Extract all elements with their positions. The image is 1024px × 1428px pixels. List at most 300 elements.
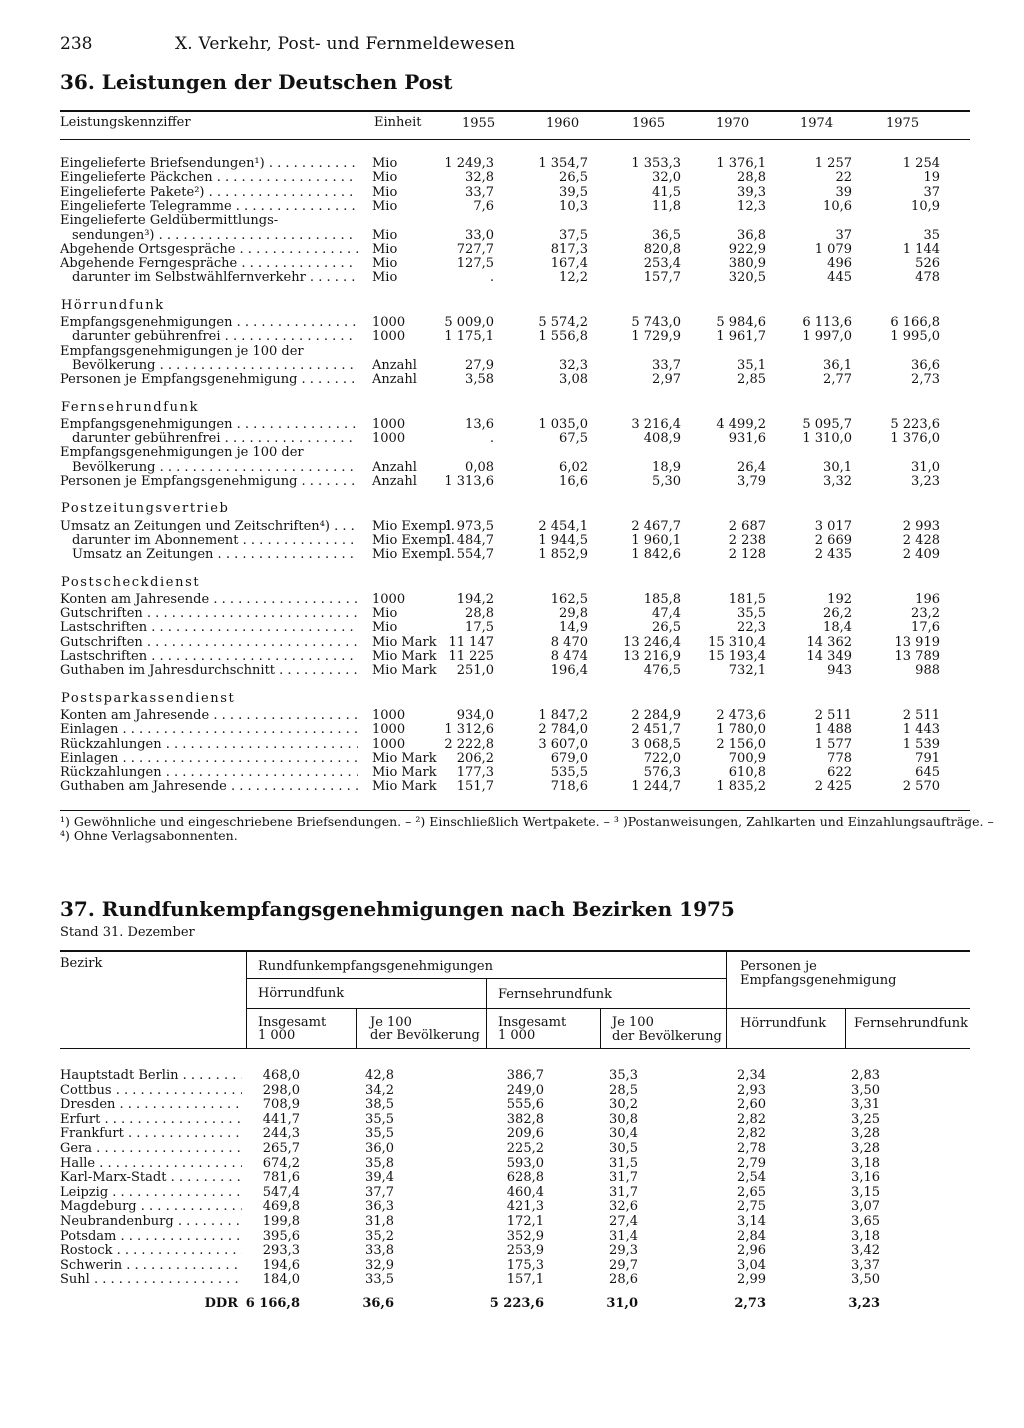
table-36-year-header: 1955	[462, 116, 496, 131]
row-value: 14,9	[559, 620, 588, 636]
row-value: 3,08	[559, 372, 588, 388]
row-value: 23,2	[911, 606, 940, 622]
table-37-head-bev2: der Bevölkerung	[612, 1029, 722, 1044]
row-label: Lastschriften . . .	[60, 621, 358, 635]
row-label: Empfangsgenehmigungen je 100 der	[60, 445, 304, 461]
row-value: 181,5	[728, 591, 766, 607]
row-unit: Mio	[372, 256, 398, 272]
row-value: 14 349	[806, 649, 852, 664]
row-value: 791	[915, 750, 940, 766]
row-value: 2,73	[911, 372, 940, 388]
row-value: 679,0	[550, 750, 588, 766]
row-label: darunter im Abonnement . . .	[72, 534, 358, 548]
district-value: 298,0	[262, 1082, 300, 1098]
district-name: Magdeburg . . .	[60, 1200, 242, 1214]
table-36-year-header: 1970	[716, 116, 750, 131]
row-value: 39	[835, 184, 852, 200]
row-label: Einlagen . . .	[60, 723, 358, 737]
district-name: Hauptstadt Berlin . . .	[60, 1069, 242, 1083]
row-label: Eingelieferte Briefsendungen¹) . . .	[60, 157, 358, 171]
row-value: 1 254	[902, 156, 940, 171]
row-label: Empfangsgenehmigungen . . .	[60, 418, 358, 432]
table-37-head-unit1: 1 000	[258, 1028, 296, 1043]
district-value: 34,2	[365, 1082, 394, 1098]
row-value: 1 847,2	[538, 707, 588, 723]
row-unit: Anzahl	[372, 459, 417, 475]
table-37-head-insg1: Insgesamt	[258, 1015, 327, 1030]
row-value: 37,5	[559, 227, 588, 243]
row-unit: 1000	[372, 329, 406, 345]
row-unit: Mio Mark	[372, 649, 437, 664]
row-label: Konten am Jahresende . . .	[60, 593, 358, 607]
row-value: 41,5	[652, 184, 681, 200]
row-value: 2 454,1	[538, 518, 588, 534]
district-value: 460,4	[506, 1184, 544, 1200]
district-value: 27,4	[609, 1214, 638, 1229]
row-value: 206,2	[456, 750, 494, 766]
district-value: 194,6	[262, 1257, 300, 1273]
row-value: 16,6	[559, 474, 588, 489]
row-value: 151,7	[456, 779, 494, 795]
row-value: 15 193,4	[708, 649, 766, 664]
row-value: 162,5	[550, 591, 588, 607]
district-value: 199,8	[262, 1214, 300, 1229]
row-label: Bevölkerung . . .	[72, 359, 358, 373]
row-value: 32,3	[559, 357, 588, 373]
table-37-sub-rule	[246, 1008, 970, 1009]
row-value: 39,5	[559, 184, 588, 200]
row-value: 18,4	[823, 620, 852, 636]
row-value: 5 984,6	[716, 315, 766, 330]
row-value: 2 435	[814, 547, 852, 563]
row-unit: Mio	[372, 184, 398, 200]
row-value: 1 842,6	[631, 547, 681, 563]
district-value: 172,1	[506, 1214, 544, 1229]
table-37-vline-5	[600, 1008, 601, 1048]
row-value: 17,5	[465, 620, 494, 636]
row-value: 1 249,3	[444, 156, 494, 171]
row-label: sendungen³) . . .	[72, 229, 358, 243]
table-36-col-unit: Einheit	[374, 115, 422, 130]
row-unit: Mio	[372, 156, 398, 171]
row-value: 13,6	[465, 416, 494, 432]
row-value: 196	[915, 591, 940, 607]
row-label: Guthaben am Jahresende . . .	[60, 780, 358, 794]
row-value: 26,2	[823, 606, 852, 622]
row-value: 778	[827, 750, 852, 766]
row-label: Lastschriften . . .	[60, 650, 358, 664]
row-value: 167,4	[550, 256, 588, 272]
row-value: 817,3	[550, 241, 588, 257]
table-36-title: 36. Leistungen der Deutschen Post	[60, 70, 453, 94]
row-value: 127,5	[456, 256, 494, 272]
district-value: 265,7	[262, 1141, 300, 1156]
row-value: 943	[827, 663, 852, 679]
row-unit: 1000	[372, 722, 406, 738]
row-unit: Mio	[372, 170, 398, 186]
row-value: 1 577	[814, 736, 852, 752]
table-36-footnote-1: ¹) Gewöhnliche und eingeschriebene Briefsendungen. – ²) Einschließlich Wertpakete. – ³ )Postanweisungen, Zahlkarten und Einzahlungsaufträge. –	[60, 814, 994, 829]
district-value: 30,4	[609, 1126, 638, 1142]
row-value: 8 474	[550, 649, 588, 664]
total-value: 2,73	[734, 1296, 766, 1311]
table-37-head-hoer: Hörrundfunk	[258, 986, 345, 1001]
row-value: 2 511	[902, 707, 940, 723]
row-value: 2 284,9	[631, 707, 681, 723]
row-unit: Mio	[372, 227, 398, 243]
district-value: 3,50	[851, 1082, 880, 1098]
row-value: 12,3	[737, 198, 766, 214]
district-value: 2,93	[737, 1082, 766, 1098]
row-value: 2 511	[814, 707, 852, 723]
table-36-year-header: 1974	[800, 116, 834, 131]
district-value: 37,7	[365, 1184, 394, 1200]
row-value: 576,3	[643, 765, 681, 781]
district-value: 674,2	[262, 1155, 300, 1171]
row-value: 31,0	[911, 459, 940, 475]
row-value: 820,8	[643, 241, 681, 257]
row-value: 33,7	[465, 184, 494, 200]
row-value: 1 312,6	[444, 722, 494, 738]
row-value: 3 017	[814, 518, 852, 534]
row-unit: Mio Mark	[372, 663, 437, 679]
row-value: 253,4	[643, 256, 681, 272]
row-unit: Mio	[372, 620, 398, 636]
row-value: 11 225	[448, 649, 494, 664]
row-value: 2 425	[814, 779, 852, 795]
district-value: 441,7	[262, 1111, 300, 1127]
district-value: 2,75	[737, 1199, 766, 1215]
row-value: 1 729,9	[631, 329, 681, 345]
row-value: 1 376,0	[890, 431, 940, 447]
table-37-head-fern: Fernsehrundfunk	[498, 987, 613, 1002]
table-37-title: 37. Rundfunkempfangsgenehmigungen nach Bezirken 1975	[60, 897, 735, 921]
district-value: 36,3	[365, 1199, 394, 1215]
row-value: 157,7	[643, 270, 681, 286]
row-value: 33,0	[465, 227, 494, 243]
row-label: Umsatz an Zeitungen . . .	[72, 548, 358, 562]
district-value: 35,5	[365, 1111, 394, 1127]
row-value: 1 780,0	[716, 722, 766, 738]
row-label: Rückzahlungen . . .	[60, 766, 358, 780]
row-value: 988	[915, 663, 940, 679]
row-value: 2 128	[728, 547, 766, 563]
row-value: 700,9	[728, 750, 766, 766]
district-value: 3,37	[851, 1257, 880, 1273]
district-value: 30,2	[609, 1097, 638, 1113]
table-37-vline-2	[726, 952, 727, 1048]
row-value: 13 789	[894, 649, 940, 664]
district-value: 30,5	[609, 1141, 638, 1156]
row-value: 47,4	[652, 606, 681, 622]
row-value: 2 222,8	[444, 736, 494, 752]
total-value: 6 166,8	[245, 1296, 300, 1311]
district-value: 3,14	[737, 1214, 766, 1229]
row-value: 2 784,0	[538, 722, 588, 738]
row-value: 320,5	[728, 270, 766, 286]
table-37-vline-4	[356, 1008, 357, 1048]
row-value: 3,23	[911, 474, 940, 489]
row-unit: Mio	[372, 606, 398, 622]
district-value: 628,8	[506, 1170, 544, 1186]
district-value: 352,9	[506, 1228, 544, 1244]
row-label: darunter im Selbstwählfernverkehr . . .	[72, 271, 358, 285]
total-label: DDR	[204, 1296, 238, 1311]
row-value: 36,6	[911, 357, 940, 373]
district-name: Gera . . .	[60, 1142, 242, 1156]
district-value: 32,9	[365, 1257, 394, 1273]
row-value: 2 238	[728, 532, 766, 548]
row-value: 1 175,1	[444, 329, 494, 345]
district-value: 2,78	[737, 1141, 766, 1156]
row-unit: Mio	[372, 241, 398, 257]
district-value: 36,0	[365, 1141, 394, 1156]
row-value: 3 068,5	[631, 736, 681, 752]
row-value: 922,9	[728, 241, 766, 257]
row-value: 7,6	[473, 198, 494, 214]
row-value: 22,3	[737, 620, 766, 636]
row-value: 1 443	[902, 722, 940, 738]
row-value: 6,02	[559, 459, 588, 475]
row-label: Rückzahlungen . . .	[60, 738, 358, 752]
table-37-top-rule	[60, 950, 970, 952]
row-value: 1 257	[814, 156, 852, 171]
row-value: 12,2	[559, 270, 588, 286]
district-name: Leipzig . . .	[60, 1186, 242, 1200]
row-value: 11 147	[448, 634, 494, 650]
row-value: 35	[923, 227, 940, 243]
table-37-head-pfern: Fernsehrundfunk	[854, 1016, 969, 1031]
row-unit: Mio Mark	[372, 779, 437, 795]
row-value: 32,0	[652, 170, 681, 186]
row-value: 14 362	[806, 634, 852, 650]
row-label: Abgehende Ortsgespräche . . .	[60, 243, 358, 257]
table-37-vline-1	[246, 952, 247, 1048]
district-value: 32,6	[609, 1199, 638, 1215]
district-value: 2,84	[737, 1228, 766, 1244]
district-value: 469,8	[262, 1199, 300, 1215]
row-value: 526	[915, 256, 940, 272]
district-value: 421,3	[506, 1199, 544, 1215]
row-value: 610,8	[728, 765, 766, 781]
row-unit: Mio	[372, 198, 398, 214]
row-unit: Mio Exempl.	[372, 532, 455, 548]
district-value: 35,3	[609, 1068, 638, 1083]
total-value: 36,6	[362, 1296, 394, 1311]
row-unit: Mio Mark	[372, 634, 437, 650]
row-unit: 1000	[372, 416, 406, 432]
district-value: 249,0	[506, 1082, 544, 1098]
district-value: 175,3	[506, 1257, 544, 1273]
row-value: 1 484,7	[444, 532, 494, 548]
district-value: 35,2	[365, 1228, 394, 1244]
row-value: 2,97	[652, 372, 681, 388]
row-label: Personen je Empfangsgenehmigung . . .	[60, 373, 358, 387]
row-value: 5 223,6	[890, 416, 940, 432]
district-name: Cottbus . . .	[60, 1084, 242, 1098]
row-value: 1 961,7	[716, 329, 766, 345]
row-value: 27,9	[465, 357, 494, 373]
district-value: 3,25	[851, 1111, 880, 1127]
row-label: Bevölkerung . . .	[72, 461, 358, 475]
row-value: 5 095,7	[802, 416, 852, 432]
row-value: 2 156,0	[716, 736, 766, 752]
district-name: Frankfurt . . .	[60, 1127, 242, 1141]
district-value: 3,04	[737, 1257, 766, 1273]
row-value: 1 556,8	[538, 329, 588, 345]
district-value: 781,6	[262, 1170, 300, 1186]
district-value: 708,9	[262, 1097, 300, 1113]
row-value: 36,1	[823, 357, 852, 373]
row-value: 732,1	[728, 663, 766, 679]
row-value: 6 166,8	[890, 315, 940, 330]
row-value: 380,9	[728, 256, 766, 272]
district-name: Erfurt . . .	[60, 1113, 242, 1127]
district-value: 547,4	[262, 1184, 300, 1200]
row-value: 3,79	[737, 474, 766, 489]
row-unit: Anzahl	[372, 357, 417, 373]
row-label: darunter gebührenfrei . . .	[72, 432, 358, 446]
row-value: 26,5	[559, 170, 588, 186]
district-value: 31,7	[609, 1170, 638, 1186]
district-value: 3,28	[851, 1126, 880, 1142]
table-37-head-unit2: 1 000	[498, 1028, 536, 1043]
district-name: Suhl . . .	[60, 1273, 242, 1287]
district-name: Neubrandenburg . . .	[60, 1215, 242, 1229]
row-value: 10,9	[911, 198, 940, 214]
row-value: 35,1	[737, 357, 766, 373]
row-label: Guthaben im Jahresdurchschnitt . . .	[60, 664, 358, 678]
district-value: 38,5	[365, 1097, 394, 1113]
district-value: 3,18	[851, 1228, 880, 1244]
district-value: 42,8	[365, 1068, 394, 1083]
row-value: 1 144	[902, 241, 940, 257]
row-value: 29,8	[559, 606, 588, 622]
row-value: 1 035,0	[538, 416, 588, 432]
district-value: 209,6	[506, 1126, 544, 1142]
district-value: 31,4	[609, 1228, 638, 1244]
row-value: 1 310,0	[802, 431, 852, 447]
district-value: 28,6	[609, 1272, 638, 1288]
district-value: 3,31	[851, 1097, 880, 1113]
row-value: 26,4	[737, 459, 766, 475]
row-value: 2 467,7	[631, 518, 681, 534]
table-37-subtitle: Stand 31. Dezember	[60, 925, 195, 940]
row-value: 10,3	[559, 198, 588, 214]
total-value: 5 223,6	[489, 1296, 544, 1311]
district-value: 33,8	[365, 1243, 394, 1259]
row-value: 2 993	[902, 518, 940, 534]
row-value: 3 216,4	[631, 416, 681, 432]
row-unit: Anzahl	[372, 474, 417, 489]
table-37-head-je2: Je 100	[612, 1015, 654, 1030]
total-value: 3,23	[848, 1296, 880, 1311]
row-value: 26,5	[652, 620, 681, 636]
district-value: 33,5	[365, 1272, 394, 1288]
row-value: 67,5	[559, 431, 588, 447]
district-value: 30,8	[609, 1111, 638, 1127]
page-number: 238	[60, 34, 93, 54]
row-label: Eingelieferte Geldübermittlungs-	[60, 213, 279, 229]
chapter-title: X. Verkehr, Post- und Fernmeldewesen	[175, 34, 516, 54]
row-value: .	[489, 270, 494, 286]
row-value: 718,6	[550, 779, 588, 795]
row-unit: 1000	[372, 431, 406, 447]
district-value: 2,65	[737, 1184, 766, 1200]
row-value: 22	[835, 170, 852, 186]
table-37-head-insg2: Insgesamt	[498, 1015, 567, 1030]
district-value: 2,54	[737, 1170, 766, 1186]
district-value: 3,07	[851, 1199, 880, 1215]
row-value: 36,5	[652, 227, 681, 243]
row-value: 535,5	[550, 765, 588, 781]
row-unit: Anzahl	[372, 372, 417, 388]
table-36-year-header: 1965	[632, 116, 666, 131]
row-value: 5 574,2	[538, 315, 588, 330]
row-value: 177,3	[456, 765, 494, 781]
row-value: 1 973,5	[444, 518, 494, 534]
table-37-head-bezirk: Bezirk	[60, 956, 103, 971]
district-value: 2,96	[737, 1243, 766, 1259]
district-name: Halle . . .	[60, 1157, 242, 1171]
row-value: 1 539	[902, 736, 940, 752]
row-value: 1 313,6	[444, 474, 494, 489]
table-36-footnote-2: ⁴) Ohne Verlagsabonnenten.	[60, 828, 238, 843]
row-value: 30,1	[823, 459, 852, 475]
district-value: 253,9	[506, 1243, 544, 1259]
table-37-head-rule	[60, 1048, 970, 1049]
row-value: 3,58	[465, 372, 494, 388]
district-value: 395,6	[262, 1228, 300, 1244]
district-value: 2,34	[737, 1068, 766, 1083]
row-label: Eingelieferte Pakete²) . . .	[60, 186, 358, 200]
district-value: 29,7	[609, 1257, 638, 1273]
table-36-bottom-rule	[60, 810, 970, 811]
row-value: 35,5	[737, 606, 766, 622]
row-label: Gutschriften . . .	[60, 607, 358, 621]
row-value: 2 669	[814, 532, 852, 548]
district-value: 3,16	[851, 1170, 880, 1186]
district-value: 3,15	[851, 1184, 880, 1200]
row-value: 251,0	[456, 663, 494, 679]
table-37-head-pers2: Empfangsgenehmigung	[740, 973, 897, 988]
district-value: 3,28	[851, 1141, 880, 1156]
district-value: 2,99	[737, 1272, 766, 1288]
row-value: 196,4	[550, 663, 588, 679]
row-value: 1 960,1	[631, 532, 681, 548]
district-value: 382,8	[506, 1111, 544, 1127]
row-value: 194,2	[456, 591, 494, 607]
district-value: 31,5	[609, 1155, 638, 1171]
row-unit: Mio Exempl.	[372, 547, 455, 563]
row-value: 5,30	[652, 474, 681, 489]
row-value: 5 743,0	[631, 315, 681, 330]
row-value: 5 009,0	[444, 315, 494, 330]
section-heading: Postscheckdienst	[61, 574, 201, 590]
row-unit: Mio	[372, 270, 398, 286]
row-label: Gutschriften . . .	[60, 636, 358, 650]
row-value: 478	[915, 270, 940, 286]
row-value: 1 354,7	[538, 156, 588, 171]
row-value: 19	[923, 170, 940, 186]
row-unit: 1000	[372, 707, 406, 723]
row-value: 1 852,9	[538, 547, 588, 563]
row-value: 13 246,4	[623, 634, 681, 650]
district-value: 2,83	[851, 1068, 880, 1083]
district-value: 31,8	[365, 1214, 394, 1229]
table-37-head-bev1: der Bevölkerung	[370, 1028, 480, 1043]
row-value: 2 428	[902, 532, 940, 548]
